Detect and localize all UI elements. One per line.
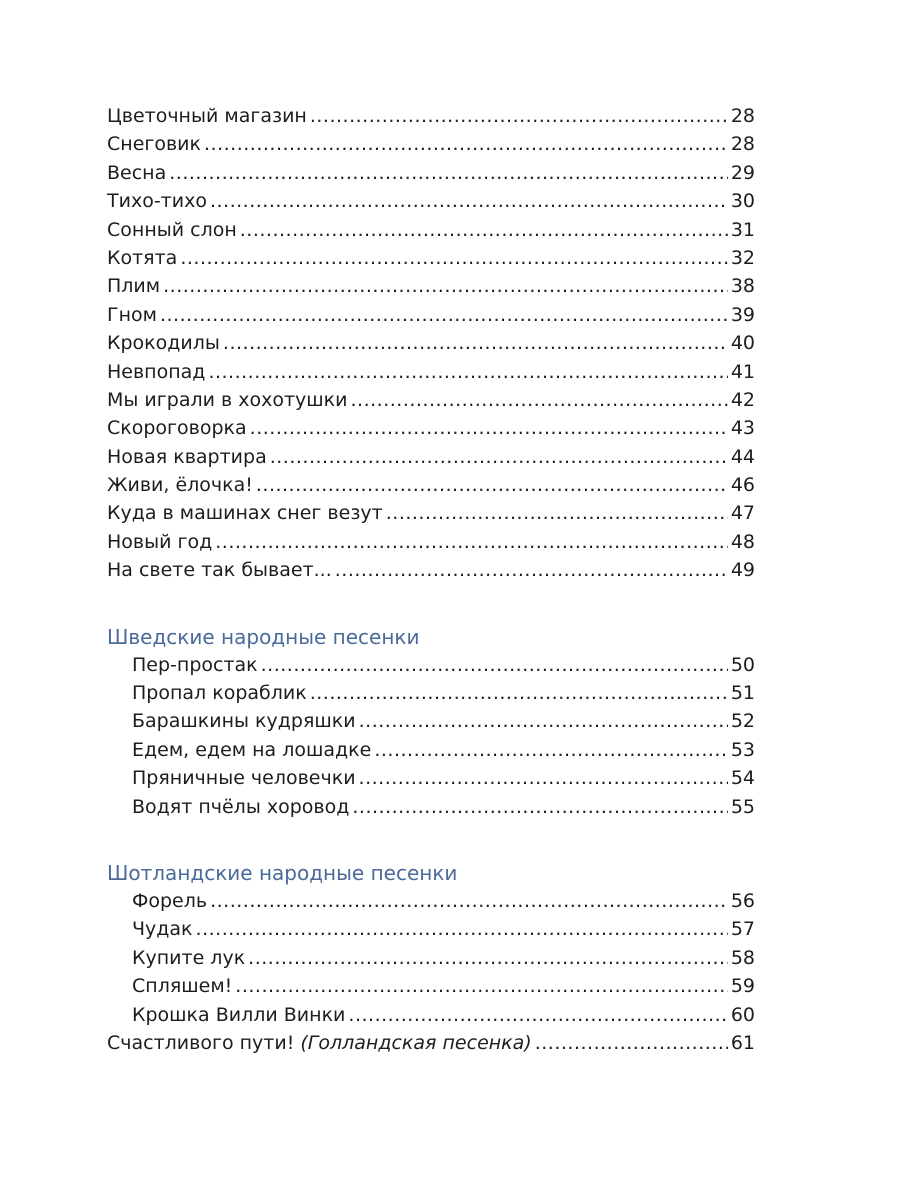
dot-leader xyxy=(180,244,727,272)
entry-title: Новая квартира xyxy=(107,445,267,468)
entry-page: 28 xyxy=(730,105,755,127)
entry-page: 54 xyxy=(730,767,755,790)
dot-leader xyxy=(160,301,728,329)
toc-entry[interactable] xyxy=(107,244,755,272)
entry-page: 57 xyxy=(730,918,755,941)
entry-title: Форель xyxy=(132,889,208,912)
toc-entry-last[interactable] xyxy=(107,1029,755,1057)
toc-entry[interactable] xyxy=(107,972,755,1000)
dot-leader xyxy=(235,972,728,1000)
toc-entry[interactable] xyxy=(107,301,755,329)
toc-entry[interactable] xyxy=(107,556,755,584)
toc-entry[interactable] xyxy=(107,915,755,943)
entry-title: Купите лук xyxy=(132,946,246,969)
entry-title: Весна xyxy=(107,161,167,184)
entry-title: Плим xyxy=(107,275,161,298)
dot-leader xyxy=(359,764,728,792)
entry-title: Котята xyxy=(107,246,178,269)
entry-title: Чудак xyxy=(132,918,193,941)
toc-entry[interactable] xyxy=(107,414,755,442)
entry-title: Едем, едем на лошадке xyxy=(132,738,372,761)
entry-page: 52 xyxy=(730,710,755,733)
toc-entry[interactable] xyxy=(107,130,755,158)
entry-page: 31 xyxy=(730,218,755,241)
dot-leader xyxy=(250,414,728,442)
dot-leader xyxy=(204,130,728,158)
dot-leader xyxy=(359,707,728,735)
toc-entry[interactable] xyxy=(107,793,755,821)
dot-leader xyxy=(248,944,728,972)
entry-title: Новый год xyxy=(107,530,213,553)
entry-page: 30 xyxy=(730,190,755,213)
toc-entry[interactable] xyxy=(107,528,755,556)
dot-leader xyxy=(240,216,728,244)
toc-entry[interactable] xyxy=(107,443,755,471)
toc-entry[interactable] xyxy=(107,187,755,215)
entry-title: Сонный слон xyxy=(107,218,237,241)
entry-page: 50 xyxy=(730,653,755,676)
toc-entry[interactable] xyxy=(107,736,755,764)
entry-title: Спляшем! xyxy=(132,975,233,998)
entry-page: 49 xyxy=(730,559,755,582)
entry-title: Живи, ёлочка! xyxy=(107,474,253,497)
dot-leader xyxy=(310,102,728,130)
entry-title xyxy=(107,1029,532,1057)
entry-page: 51 xyxy=(730,682,755,705)
entry-page: 61 xyxy=(730,1031,755,1054)
toc-entry[interactable] xyxy=(107,1001,755,1029)
toc-entry[interactable] xyxy=(107,679,755,707)
dot-leader xyxy=(215,528,728,556)
entry-title-main: Счастливого пути! xyxy=(107,1031,295,1054)
toc-entry[interactable] xyxy=(107,329,755,357)
section-heading-scottish[interactable]: Шотландские народные песенки xyxy=(107,860,458,885)
dot-leader xyxy=(270,443,728,471)
entry-page: 60 xyxy=(730,1003,755,1026)
entry-page: 53 xyxy=(730,738,755,761)
entry-page: 42 xyxy=(730,388,755,411)
entry-title: Цветочный магазин xyxy=(107,105,307,127)
entry-title: Барашкины кудряшки xyxy=(132,710,356,733)
entry-page: 58 xyxy=(730,946,755,969)
dot-leader xyxy=(210,887,728,915)
entry-page: 39 xyxy=(730,303,755,326)
dot-leader xyxy=(196,915,728,943)
dot-leader xyxy=(348,1001,727,1029)
dot-leader xyxy=(208,358,727,386)
entry-page: 47 xyxy=(730,502,755,525)
toc-entry[interactable] xyxy=(107,216,755,244)
dot-leader xyxy=(210,187,728,215)
entry-title: Невпопад xyxy=(107,360,206,383)
entry-title: Пер-простак xyxy=(132,653,258,676)
dot-leader xyxy=(310,679,728,707)
dot-leader xyxy=(261,651,728,679)
dot-leader xyxy=(374,736,727,764)
entry-page: 46 xyxy=(730,474,755,497)
dot-leader xyxy=(386,499,728,527)
toc-entry[interactable] xyxy=(107,887,755,915)
toc-entry[interactable] xyxy=(107,386,755,414)
dot-leader xyxy=(169,159,728,187)
toc-entry[interactable] xyxy=(107,471,755,499)
toc-group-swedish xyxy=(107,623,755,821)
toc-entry[interactable] xyxy=(107,358,755,386)
entry-page: 38 xyxy=(730,275,755,298)
entry-page: 44 xyxy=(730,445,755,468)
toc-group-scottish xyxy=(107,859,755,1029)
entry-title: Снеговик xyxy=(107,133,202,156)
toc-entry[interactable] xyxy=(107,707,755,735)
dot-leader xyxy=(335,556,728,584)
entry-page: 28 xyxy=(730,133,755,156)
entry-title: Пропал кораблик xyxy=(132,682,307,705)
toc-entry[interactable] xyxy=(107,764,755,792)
entry-title: Мы играли в хохотушки xyxy=(107,388,348,411)
table-of-contents xyxy=(107,102,755,1057)
entry-page: 29 xyxy=(730,161,755,184)
dot-leader xyxy=(535,1029,728,1057)
entry-title: Куда в машинах снег везут xyxy=(107,502,383,525)
entry-page: 56 xyxy=(730,889,755,912)
entry-title: Тихо-тихо xyxy=(107,190,207,213)
entry-title: Пряничные человечки xyxy=(132,767,356,790)
toc-entry[interactable] xyxy=(107,272,755,300)
toc-entry[interactable] xyxy=(107,651,755,679)
toc-entry[interactable] xyxy=(107,499,755,527)
dot-leader xyxy=(352,793,727,821)
entry-title: Гном xyxy=(107,303,157,326)
entry-title: Скороговорка xyxy=(107,417,247,440)
entry-title: Крошка Вилли Винки xyxy=(132,1003,346,1026)
toc-group-main xyxy=(107,102,755,585)
toc-entry[interactable] xyxy=(107,102,755,130)
toc-entry[interactable] xyxy=(107,159,755,187)
entry-page: 41 xyxy=(730,360,755,383)
dot-leader xyxy=(223,329,728,357)
section-heading-swedish[interactable]: Шведские народные песенки xyxy=(107,624,420,649)
entry-page: 48 xyxy=(730,530,755,553)
entry-title-subtitle: (Голландская песенка) xyxy=(300,1031,532,1054)
toc-entry[interactable] xyxy=(107,944,755,972)
entry-page: 32 xyxy=(730,246,755,269)
dot-leader xyxy=(256,471,728,499)
dot-leader xyxy=(163,272,728,300)
entry-title: Крокодилы xyxy=(107,332,220,355)
entry-title: Водят пчёлы хоровод xyxy=(132,795,350,818)
dot-leader xyxy=(351,386,728,414)
entry-title: На свете так бывает... xyxy=(107,559,332,582)
section-spacer xyxy=(107,821,755,859)
entry-page: 43 xyxy=(730,417,755,440)
entry-page: 40 xyxy=(730,332,755,355)
entry-page: 59 xyxy=(730,975,755,998)
entry-page: 55 xyxy=(730,795,755,818)
section-spacer xyxy=(107,585,755,623)
